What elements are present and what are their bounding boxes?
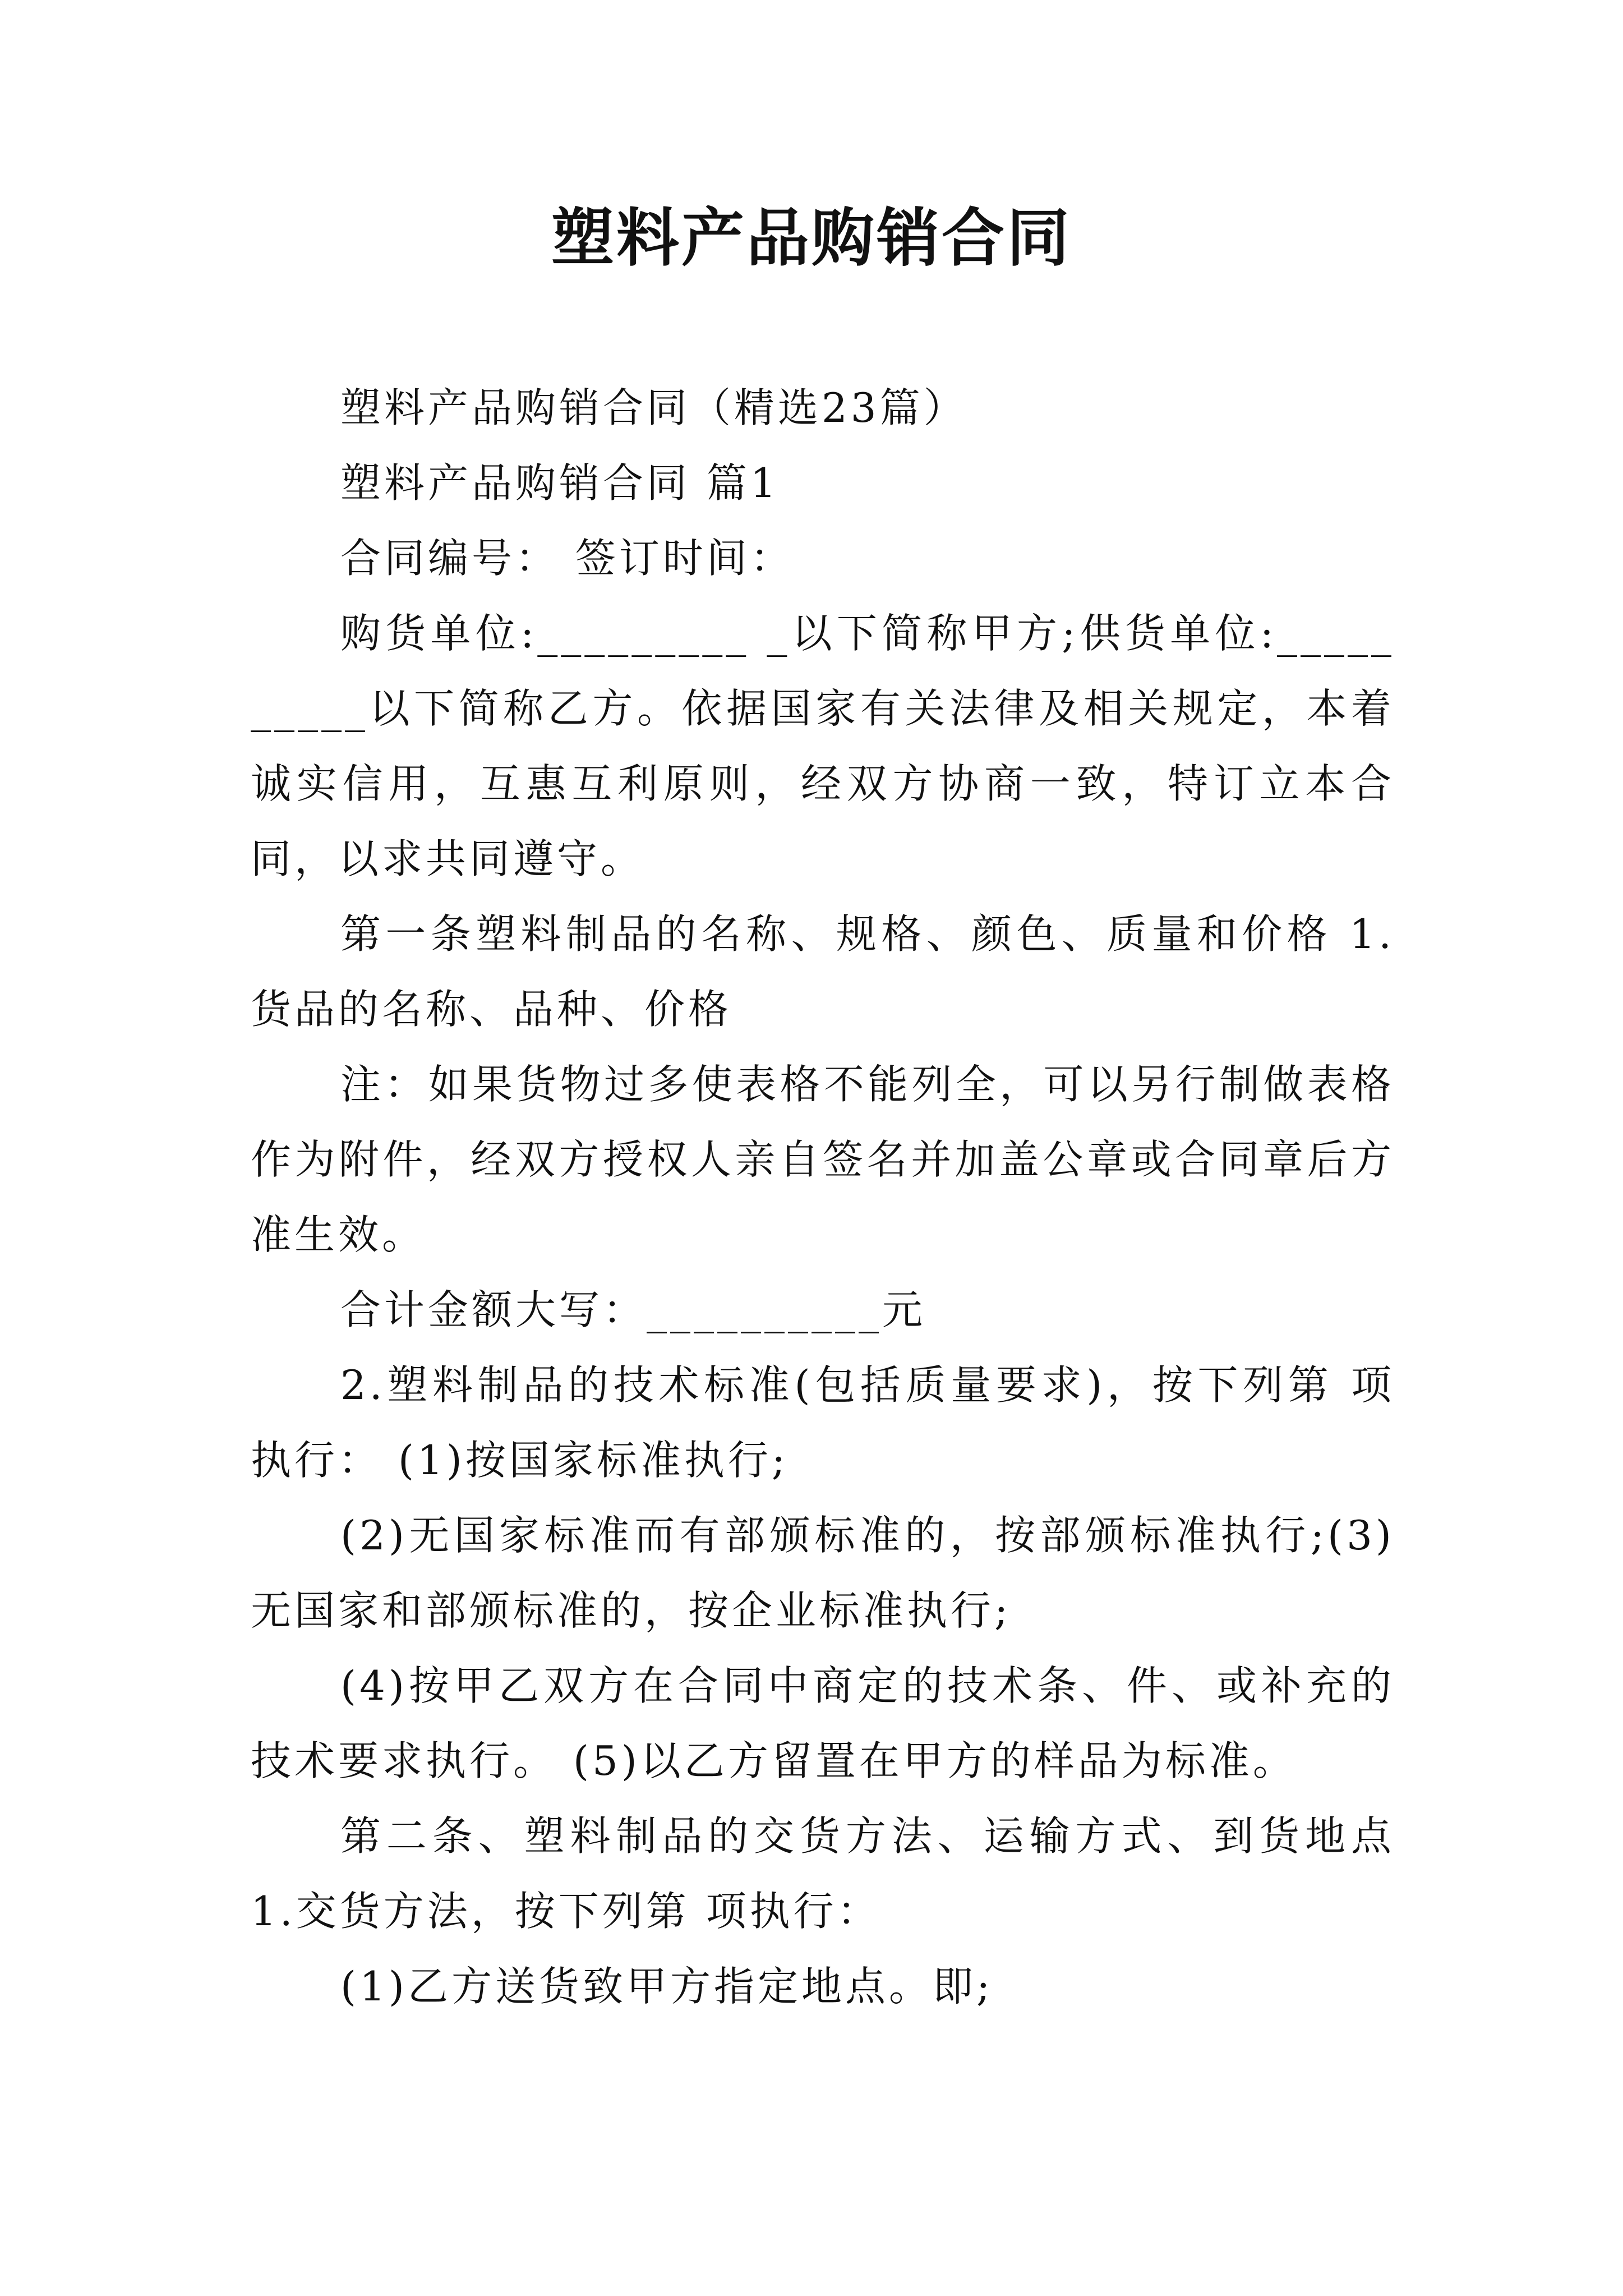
paragraph-subtitle: 塑料产品购销合同（精选23篇） [340, 384, 967, 431]
paragraph-article-2: 第二条、塑料制品的交货方法、运输方式、到货地点 1.交货方法，按下列第 项执行： [251, 1812, 1395, 1935]
paragraph-technical-standard: 2.塑料制品的技术标准(包括质量要求)，按下列第 项执行： (1)按国家标准执行; [251, 1361, 1395, 1484]
paragraph-article-1: 第一条塑料制品的名称、规格、颜色、质量和价格 1.货品的名称、品种、价格 [251, 910, 1395, 1033]
paragraph-note: 注：如果货物过多使表格不能列全，可以另行制做表格作为附件，经双方授权人亲自签名并加盖公章或合同章后方准生效。 [251, 1061, 1395, 1258]
paragraph-delivery-1: (1)乙方送货致甲方指定地点。即; [340, 1963, 994, 2010]
paragraph-section-heading: 塑料产品购销合同 篇1 [340, 459, 780, 507]
paragraph-contract-number: 合同编号： 签订时间： [340, 535, 794, 582]
paragraph-standard-4-5: (4)按甲乙双方在合同中商定的技术条、件、或补充的技术要求执行。 (5)以乙方留置在甲方的样品为标准。 [251, 1662, 1395, 1784]
paragraph-standard-2-3: (2)无国家标准而有部颁标准的，按部颁标准执行;(3)无国家和部颁标准的，按企业标准执行; [251, 1512, 1395, 1634]
paragraph-total-amount: 合计金额大写：__________元 [340, 1286, 926, 1333]
document-title: 塑料产品购销合同 [551, 201, 1072, 275]
document-body [251, 370, 1395, 2024]
paragraph-parties: 购货单位:_________ _以下简称甲方;供货单位:__________以下简称乙方。依据国家有关法律及相关规定，本着诚实信用，互惠互利原则，经双方协商一致，特订立本合同，以求共同遵守。 [251, 610, 1395, 882]
